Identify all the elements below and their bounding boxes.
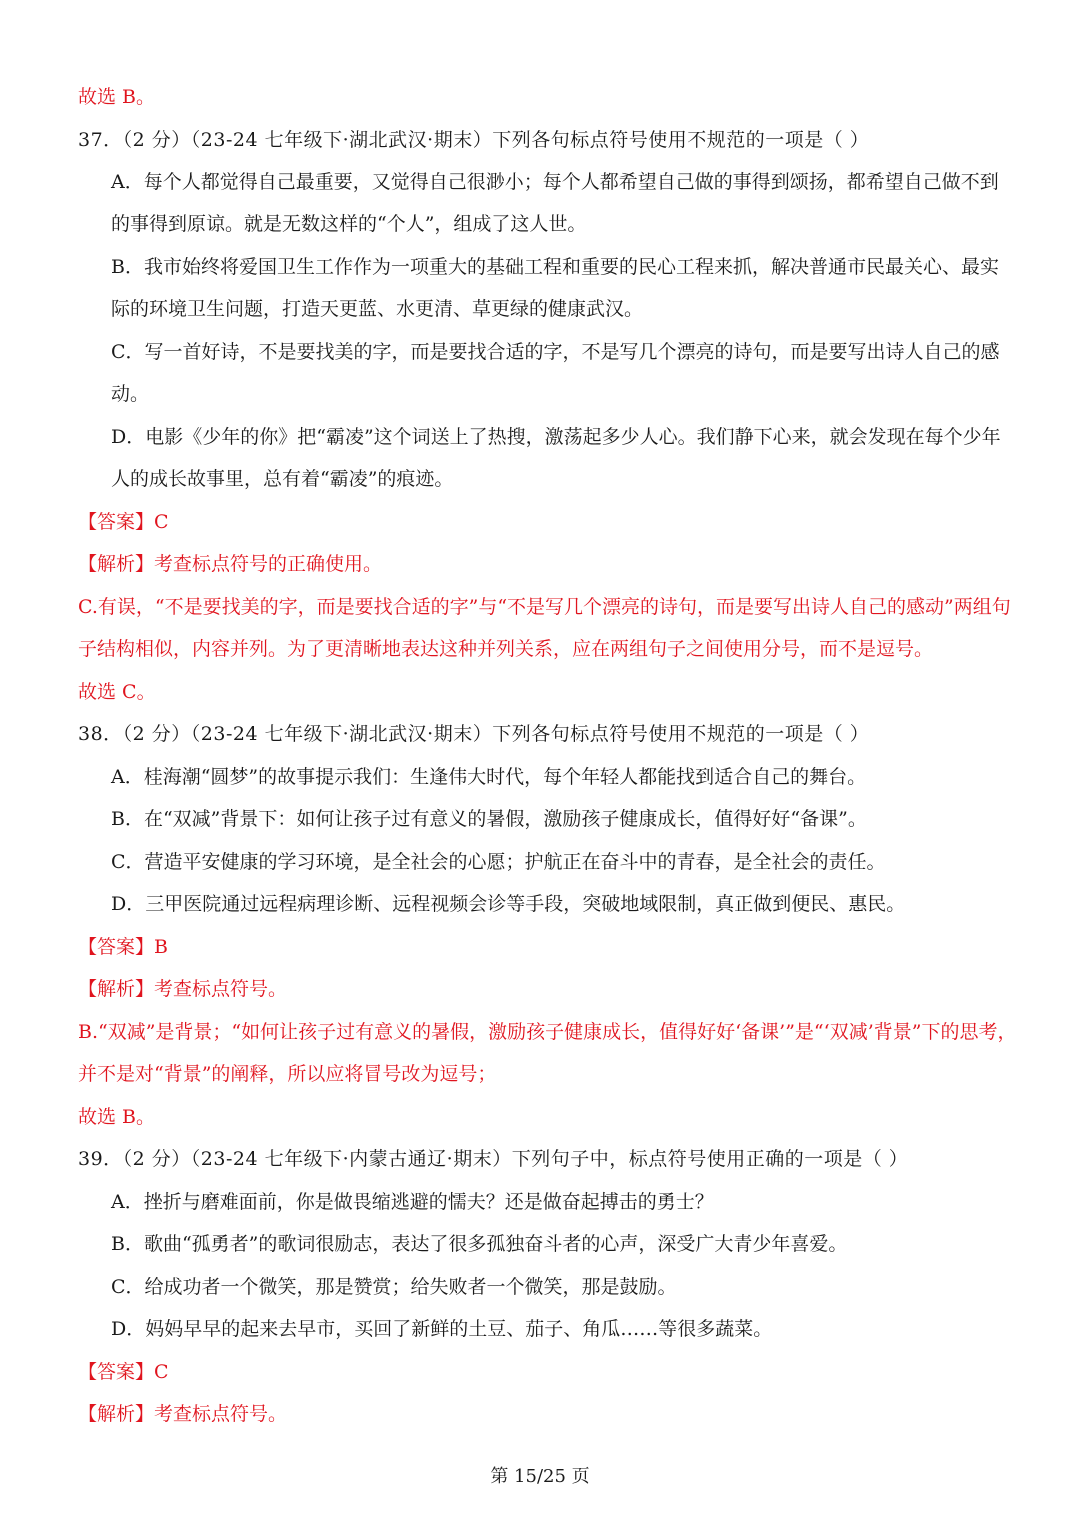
option-39-d: D．妈妈早早的起来去早市，买回了新鲜的土豆、茄子、角瓜……等很多蔬菜。 (111, 1318, 773, 1340)
option-37-d-line1: D．电影《少年的你》把“霸凌”这个词送上了热搜，激荡起多少人心。我们静下心来，就会发现在每个少年 (111, 426, 1001, 448)
answer-39: 【答案】C (78, 1361, 169, 1383)
question-38: 38．（2 分）（23-24 七年级下·湖北武汉·期末）下列各句标点符号使用不规范的一项是（ ） (78, 723, 870, 745)
analysis-37-line1: C.有误，“不是要找美的字，而是要找合适的字”与“不是写几个漂亮的诗句，而是要写出诗人自己的感动”两组句 (78, 596, 1011, 618)
option-37-a-line1: A．每个人都觉得自己最重要，又觉得自己很渺小；每个人都希望自己做的事得到颂扬，都希望自己做不到 (111, 171, 999, 193)
answer-38: 【答案】B (78, 936, 168, 958)
option-37-c-line2: 动。 (111, 383, 150, 405)
analysis-38-line1: B.“双减”是背景；“如何让孩子过有意义的暑假，激励孩子健康成长，值得好好‘备课’”是“‘双减’背景”下的思考， (78, 1021, 1017, 1043)
option-37-c-line1: C．写一首好诗，不是要找美的字，而是要找合适的字，不是写几个漂亮的诗句，而是要写出诗人自己的感 (111, 341, 1000, 363)
analysis-38: 【解析】考查标点符号。 (78, 978, 288, 1000)
option-37-b-line1: B．我市始终将爱国卫生工作作为一项重大的基础工程和重要的民心工程来抓，解决普通市民最关心、最实 (111, 256, 999, 278)
select-line: 故选 B。 (78, 86, 156, 108)
page-number: 第 15/25 页 (490, 1466, 590, 1487)
select-37: 故选 C。 (78, 681, 156, 703)
select-38: 故选 B。 (78, 1106, 156, 1128)
option-39-b: B．歌曲“孤勇者”的歌词很励志，表达了很多孤独奋斗者的心声，深受广大青少年喜爱。 (111, 1233, 848, 1255)
question-37: 37．（2 分）（23-24 七年级下·湖北武汉·期末）下列各句标点符号使用不规范的一项是（ ） (78, 129, 870, 151)
option-38-d: D．三甲医院通过远程病理诊断、远程视频会诊等手段，突破地域限制，真正做到便民、惠民。 (111, 893, 906, 915)
analysis-37-line2: 子结构相似，内容并列。为了更清晰地表达这种并列关系，应在两组句子之间使用分号，而不是逗号。 (78, 638, 934, 660)
option-38-a: A．桂海潮“圆梦”的故事提示我们：生逢伟大时代，每个年轻人都能找到适合自己的舞台。 (111, 766, 867, 788)
option-37-d-line2: 人的成长故事里，总有着“霸凌”的痕迹。 (111, 468, 454, 490)
question-39: 39．（2 分）（23-24 七年级下·内蒙古通辽·期末）下列句子中，标点符号使用正确的一项是（ ） (78, 1148, 909, 1170)
option-38-b: B．在“双减”背景下：如何让孩子过有意义的暑假，激励孩子健康成长，值得好好“备课”。 (111, 808, 867, 830)
option-38-c: C．营造平安健康的学习环境，是全社会的心愿；护航正在奋斗中的青春，是全社会的责任。 (111, 851, 886, 873)
option-39-c: C．给成功者一个微笑，那是赞赏；给失败者一个微笑，那是鼓励。 (111, 1276, 677, 1298)
option-39-a: A．挫折与磨难面前，你是做畏缩逃避的懦夫？还是做奋起搏击的勇士？ (111, 1191, 714, 1213)
analysis-39: 【解析】考查标点符号。 (78, 1403, 288, 1425)
option-37-a-line2: 的事得到原谅。就是无数这样的“个人”，组成了这人世。 (111, 213, 587, 235)
answer-37: 【答案】C (78, 511, 169, 533)
analysis-38-line2: 并不是对“背景”的阐释，所以应将冒号改为逗号； (78, 1063, 497, 1085)
analysis-37: 【解析】考查标点符号的正确使用。 (78, 553, 383, 575)
option-37-b-line2: 际的环境卫生问题，打造天更蓝、水更清、草更绿的健康武汉。 (111, 298, 644, 320)
